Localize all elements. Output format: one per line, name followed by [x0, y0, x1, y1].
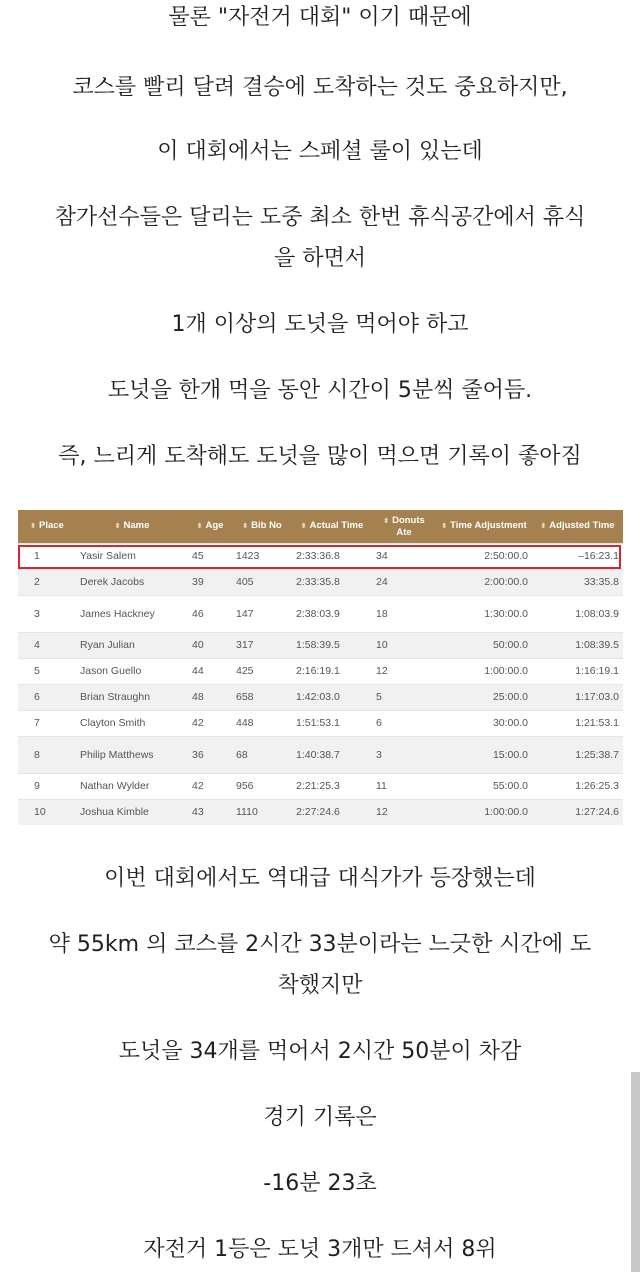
cell-place: 1 — [18, 543, 76, 569]
cell-time-adjustment: 1:00:00.0 — [436, 799, 532, 825]
paragraph-5: 1개 이상의 도넛을 먹어야 하고 — [171, 312, 469, 337]
cell-donuts: 5 — [372, 684, 436, 710]
cell-place: 2 — [18, 569, 76, 595]
paragraph-1: 물론 "자전거 대회" 이기 때문에 — [168, 5, 472, 30]
sort-icon: ⬍ — [114, 523, 121, 531]
cell-age: 44 — [188, 658, 232, 684]
cell-adjusted-time: 1:21:53.1 — [532, 710, 623, 736]
cell-place: 10 — [18, 799, 76, 825]
cell-donuts: 24 — [372, 569, 436, 595]
cell-age: 39 — [188, 569, 232, 595]
paragraph-7: 즉, 느리게 도착해도 도넛을 많이 먹으면 기록이 좋아짐 — [58, 444, 582, 469]
table-header-row — [18, 510, 623, 543]
paragraph-3: 이 대회에서는 스페셜 룰이 있는데 — [157, 139, 483, 164]
paragraph-12: -16분 23초 — [263, 1171, 377, 1196]
cell-actual-time: 1:51:53.1 — [292, 710, 372, 736]
table-row — [18, 569, 623, 595]
cell-donuts: 12 — [372, 658, 436, 684]
cell-name: Joshua Kimble — [76, 799, 188, 825]
sort-icon: ⬍ — [196, 523, 203, 531]
cell-adjusted-time: –16:23.1 — [532, 543, 623, 569]
cell-bib: 658 — [232, 684, 292, 710]
cell-bib: 68 — [232, 736, 292, 773]
cell-place: 5 — [18, 658, 76, 684]
cell-actual-time: 1:40:38.7 — [292, 736, 372, 773]
cell-name: Philip Matthews — [76, 736, 188, 773]
sort-icon: ⬍ — [242, 523, 249, 531]
cell-place: 9 — [18, 773, 76, 799]
cell-donuts: 12 — [372, 799, 436, 825]
paragraph-4-cont: 을 하면서 — [273, 246, 366, 271]
scrollbar-thumb[interactable] — [631, 1072, 640, 1272]
cell-donuts: 34 — [372, 543, 436, 569]
cell-actual-time: 2:27:24.6 — [292, 799, 372, 825]
cell-name: James Hackney — [76, 595, 188, 632]
cell-actual-time: 2:33:35.8 — [292, 569, 372, 595]
cell-actual-time: 2:38:03.9 — [292, 595, 372, 632]
sort-icon: ⬍ — [383, 517, 390, 525]
cell-bib: 405 — [232, 569, 292, 595]
cell-adjusted-time: 1:26:25.3 — [532, 773, 623, 799]
cell-adjusted-time: 1:25:38.7 — [532, 736, 623, 773]
cell-place: 4 — [18, 632, 76, 658]
cell-age: 43 — [188, 799, 232, 825]
header-time-adjustment[interactable]: ⬍ Time Adjustment — [441, 520, 527, 532]
cell-name: Ryan Julian — [76, 632, 188, 658]
cell-place: 3 — [18, 595, 76, 632]
cell-adjusted-time: 33:35.8 — [532, 569, 623, 595]
paragraph-10: 도넛을 34개를 먹어서 2시간 50분이 차감 — [118, 1039, 522, 1064]
header-place[interactable]: ⬍ Place — [30, 520, 64, 532]
paragraph-13: 자전거 1등은 도넛 3개만 드셔서 8위 — [143, 1237, 497, 1262]
cell-name: Jason Guello — [76, 658, 188, 684]
header-name[interactable]: ⬍ Name — [114, 520, 150, 532]
paragraph-8: 이번 대회에서도 역대급 대식가가 등장했는데 — [104, 866, 536, 891]
header-actual-time[interactable]: ⬍ Actual Time — [300, 520, 364, 532]
cell-age: 42 — [188, 710, 232, 736]
cell-adjusted-time: 1:16:19.1 — [532, 658, 623, 684]
cell-donuts: 18 — [372, 595, 436, 632]
cell-name: Clayton Smith — [76, 710, 188, 736]
cell-bib: 448 — [232, 710, 292, 736]
sort-icon: ⬍ — [300, 523, 307, 531]
cell-age: 46 — [188, 595, 232, 632]
cell-adjusted-time: 1:27:24.6 — [532, 799, 623, 825]
cell-adjusted-time: 1:17:03.0 — [532, 684, 623, 710]
table-row — [18, 543, 623, 569]
cell-age: 40 — [188, 632, 232, 658]
cell-actual-time: 1:42:03.0 — [292, 684, 372, 710]
cell-time-adjustment: 55:00.0 — [436, 773, 532, 799]
cell-time-adjustment: 25:00.0 — [436, 684, 532, 710]
paragraph-6: 도넛을 한개 먹을 동안 시간이 5분씩 줄어듬. — [107, 378, 533, 403]
sort-icon: ⬍ — [441, 523, 448, 531]
cell-name: Derek Jacobs — [76, 569, 188, 595]
cell-adjusted-time: 1:08:39.5 — [532, 632, 623, 658]
cell-place: 7 — [18, 710, 76, 736]
cell-bib: 1423 — [232, 543, 292, 569]
table-row — [18, 799, 623, 825]
header-adjusted-time[interactable]: ⬍ Adjusted Time — [540, 520, 615, 532]
cell-actual-time: 1:58:39.5 — [292, 632, 372, 658]
cell-time-adjustment: 2:50:00.0 — [436, 543, 532, 569]
header-bib[interactable]: ⬍ Bib No — [242, 520, 282, 532]
cell-place: 6 — [18, 684, 76, 710]
table-row — [18, 773, 623, 799]
sort-icon: ⬍ — [540, 523, 547, 531]
cell-bib: 147 — [232, 595, 292, 632]
header-age[interactable]: ⬍ Age — [196, 520, 224, 532]
cell-bib: 956 — [232, 773, 292, 799]
cell-time-adjustment: 2:00:00.0 — [436, 569, 532, 595]
table-row — [18, 684, 623, 710]
header-donuts[interactable]: ⬍ Donuts Ate — [383, 514, 425, 538]
table-row — [18, 658, 623, 684]
cell-donuts: 11 — [372, 773, 436, 799]
cell-time-adjustment: 1:30:00.0 — [436, 595, 532, 632]
paragraph-9: 약 55km 의 코스를 2시간 33분이라는 느긋한 시간에 도 — [48, 932, 592, 957]
paragraph-9-cont: 착했지만 — [277, 973, 363, 998]
cell-name: Yasir Salem — [76, 543, 188, 569]
cell-actual-time: 2:16:19.1 — [292, 658, 372, 684]
cell-donuts: 10 — [372, 632, 436, 658]
cell-bib: 317 — [232, 632, 292, 658]
cell-bib: 1110 — [232, 799, 292, 825]
cell-time-adjustment: 15:00.0 — [436, 736, 532, 773]
cell-time-adjustment: 30:00.0 — [436, 710, 532, 736]
cell-age: 42 — [188, 773, 232, 799]
paragraph-2: 코스를 빨리 달려 결승에 도착하는 것도 중요하지만, — [72, 75, 568, 100]
cell-actual-time: 2:21:25.3 — [292, 773, 372, 799]
cell-age: 48 — [188, 684, 232, 710]
results-table-image — [18, 510, 623, 828]
cell-name: Nathan Wylder — [76, 773, 188, 799]
sort-icon: ⬍ — [30, 523, 37, 531]
cell-name: Brian Straughn — [76, 684, 188, 710]
table-row — [18, 632, 623, 658]
cell-time-adjustment: 50:00.0 — [436, 632, 532, 658]
cell-donuts: 3 — [372, 736, 436, 773]
table-row — [18, 595, 623, 632]
table-row — [18, 710, 623, 736]
results-table — [18, 510, 623, 825]
cell-age: 45 — [188, 543, 232, 569]
cell-actual-time: 2:33:36.8 — [292, 543, 372, 569]
paragraph-11: 경기 기록은 — [263, 1105, 377, 1130]
paragraph-4: 참가선수들은 달리는 도중 최소 한번 휴식공간에서 휴식 — [54, 205, 586, 230]
cell-bib: 425 — [232, 658, 292, 684]
cell-place: 8 — [18, 736, 76, 773]
cell-age: 36 — [188, 736, 232, 773]
cell-time-adjustment: 1:00:00.0 — [436, 658, 532, 684]
cell-donuts: 6 — [372, 710, 436, 736]
table-row — [18, 736, 623, 773]
cell-adjusted-time: 1:08:03.9 — [532, 595, 623, 632]
